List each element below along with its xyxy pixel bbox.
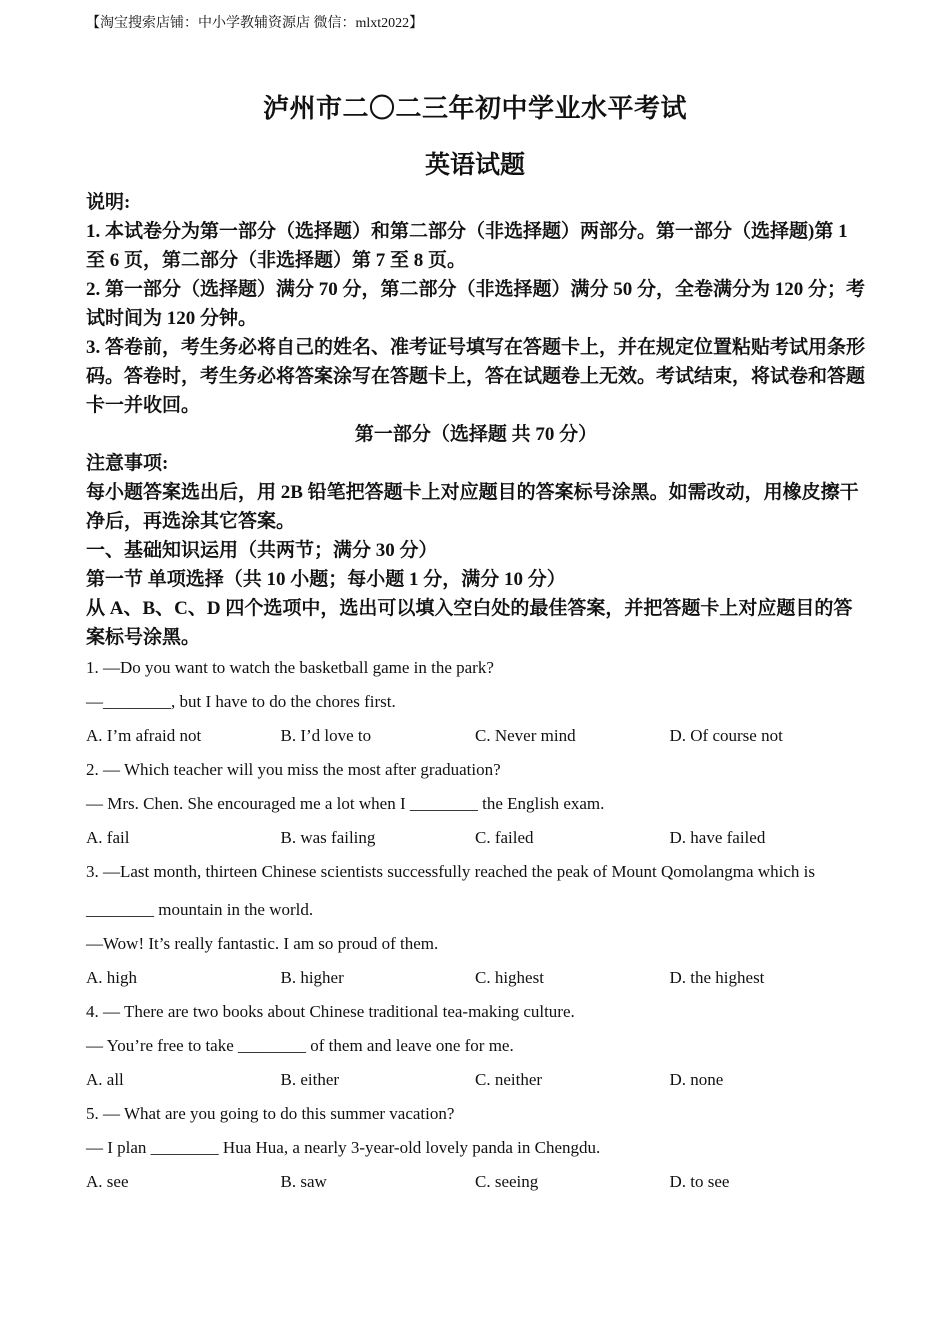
instructions-heading: 说明: (86, 192, 131, 213)
option-d: D. have failed (669, 828, 766, 847)
notice-heading: 注意事项: (86, 453, 169, 474)
option-d: D. none (669, 1070, 724, 1089)
part1-heading: 第一部分（选择题 共 70 分） (354, 424, 598, 445)
option-d: D. to see (669, 1172, 730, 1191)
directions: 从 A、B、C、D 四个选项中，选出可以填入空白处的最佳答案，并把答题卡上对应题目的答案标号涂黑。 (86, 598, 853, 648)
option-b: B. higher (280, 968, 344, 987)
notice-text: 每小题答案选出后，用 2B 铅笔把答题卡上对应题目的答案标号涂黑。如需改动，用橡皮擦干净后，再选涂其它答案。 (86, 482, 859, 532)
exam-subtitle: 英语试题 (424, 152, 525, 179)
answer-options (86, 828, 866, 848)
option-a: A. see (86, 1172, 129, 1191)
question-line: 2. — Which teacher will you miss the most after graduation? (86, 760, 501, 779)
subsection-heading: 第一节 单项选择（共 10 小题；每小题 1 分，满分 10 分） (86, 569, 566, 590)
option-c: C. failed (475, 828, 534, 847)
question-line: 4. — There are two books about Chinese traditional tea-making culture. (86, 1002, 575, 1021)
option-d: D. Of course not (669, 726, 783, 745)
question-line: —________, but I have to do the chores first. (86, 692, 396, 711)
question-line: — I plan ________ Hua Hua, a nearly 3-year-old lovely panda in Chengdu. (86, 1138, 601, 1157)
question-3 (86, 862, 866, 988)
option-c: C. Never mind (475, 726, 576, 745)
exam-title: 泸州市二〇二三年初中学业水平考试 (262, 94, 687, 123)
question-5 (86, 1104, 866, 1192)
option-c: C. neither (475, 1070, 543, 1089)
option-d: D. the highest (669, 968, 765, 987)
answer-options (86, 1070, 866, 1090)
option-c: C. highest (475, 968, 544, 987)
exam-content (86, 188, 866, 1192)
option-b: B. either (280, 1070, 340, 1089)
question-1 (86, 658, 866, 746)
option-b: B. was failing (280, 828, 376, 847)
instruction-1: 1. 本试卷分为第一部分（选择题）和第二部分（非选择题）两部分。第一部分（选择题)第 1 至 6 页，第二部分（非选择题）第 7 至 8 页。 (86, 221, 848, 271)
header-note: 【淘宝搜索店铺：中小学教辅资源店 微信：mlxt2022】 (86, 16, 424, 31)
question-line: — Mrs. Chen. She encouraged me a lot when I ________ the English exam. (86, 794, 605, 813)
option-c: C. seeing (475, 1172, 539, 1191)
answer-options (86, 726, 866, 746)
section-heading: 一、基础知识运用（共两节；满分 30 分） (86, 540, 438, 561)
option-a: A. fail (86, 828, 130, 847)
instruction-2: 2. 第一部分（选择题）满分 70 分，第二部分（非选择题）满分 50 分，全卷满分为 120 分；考试时间为 120 分钟。 (86, 279, 866, 329)
question-line: 3. —Last month, thirteen Chinese scientists successfully reached the peak of Mount Qomolangma which is (86, 862, 815, 881)
question-2 (86, 760, 866, 848)
question-line: —Wow! It’s really fantastic. I am so proud of them. (86, 934, 439, 953)
answer-options (86, 968, 866, 988)
question-line: — You’re free to take ________ of them and leave one for me. (86, 1036, 514, 1055)
option-b: B. I’d love to (280, 726, 372, 745)
question-4 (86, 1002, 866, 1090)
answer-options (86, 1172, 866, 1192)
option-a: A. I’m afraid not (86, 726, 202, 745)
option-a: A. all (86, 1070, 124, 1089)
question-line: 5. — What are you going to do this summer vacation? (86, 1104, 455, 1123)
option-a: A. high (86, 968, 137, 987)
instruction-3: 3. 答卷前，考生务必将自己的姓名、准考证号填写在答题卡上，并在规定位置粘贴考试用条形码。答卷时，考生务必将答案涂写在答题卡上，答在试题卷上无效。考试结束，将试卷和答题卡一并收回。 (86, 337, 866, 416)
option-b: B. saw (280, 1172, 327, 1191)
question-line: ________ mountain in the world. (86, 900, 314, 919)
question-line: 1. —Do you want to watch the basketball game in the park? (86, 658, 494, 677)
